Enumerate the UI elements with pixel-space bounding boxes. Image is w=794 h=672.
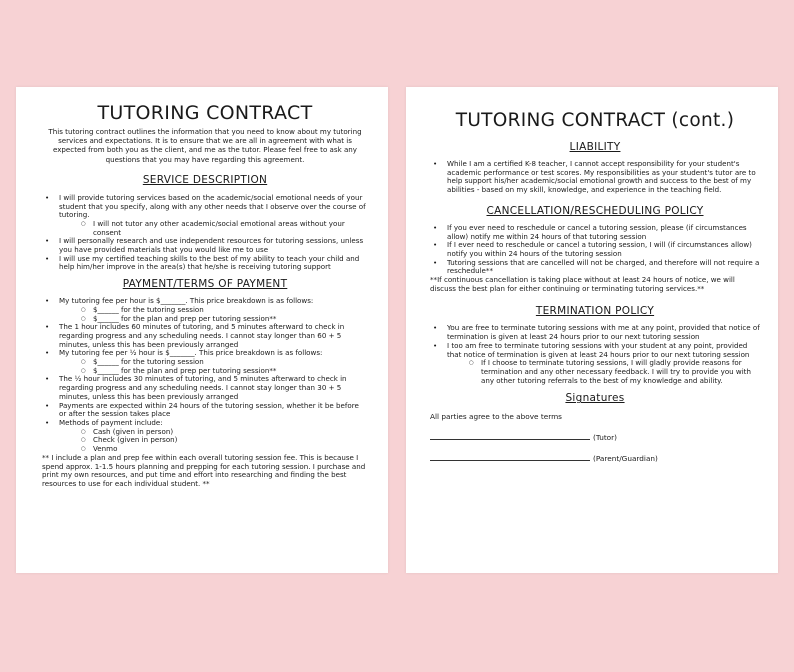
list-item: • The 1 hour includes 60 minutes of tutoring, and 5 minutes afterward to check in regarding progress and any scheduling needs. I cannot stay longer than 60 + 5 minutes, unless this has been previously arranged [42,323,368,349]
tutor-signature-line [430,432,760,442]
list-item: ○ $______ for the plan and prep per tutoring session** [81,367,368,376]
contract-page-2 [406,87,778,573]
signatures-heading: Signatures [565,392,625,405]
list-item: • I will provide tutoring services based on the academic/social emotional needs of your student that you specify, along with any other needs that I observe over the course of tutoring. ○ I will not tutor any other academic/social emotional areas without your consent [42,194,368,238]
list-item: ○ $______ for the tutoring session [81,306,368,315]
list-item: • Methods of payment include: ○ Cash (given in person) ○ Check (given in person) ○ Venmo [42,419,368,454]
parent-signature-line [430,453,760,463]
parent-label: (Parent/Guardian) [593,454,658,464]
payment-list [42,297,368,454]
list-item: ○ $______ for the tutoring session [81,358,368,367]
list-item: ○ I will not tutor any other academic/social emotional areas without your consent [81,220,368,237]
list-item: ○ $______ for the plan and prep per tutoring session** [81,315,368,324]
termination-list [430,324,760,385]
cancellation-list [430,224,760,276]
list-item: • Tutoring sessions that are cancelled will not be charged, and therefore will not require a reschedule** [430,259,760,276]
page-title: TUTORING CONTRACT (cont.) [455,110,735,131]
list-item: • My tutoring fee per hour is $_______. This price breakdown is as follows: ○ $______ for the tutoring session ○ $______ for the plan and prep per tutoring session** [42,297,368,323]
list-item: ○ Venmo [81,445,368,454]
intro-paragraph: This tutoring contract outlines the information that you need to know about my tutoring services and expectations. It is to ensure that we are all in agreement with what is expected from both you as the client, and me as the tutor. Please feel free to ask any questions that you may have regarding this agreement. [48,127,362,164]
contract-page-1 [16,87,388,573]
tutor-label: (Tutor) [593,433,617,443]
list-item: • You are free to terminate tutoring sessions with me at any point, provided that notice of termination is given at least 24 hours prior to our next tutoring session [430,324,760,341]
cancellation-heading: CANCELLATION/RESCHEDULING POLICY [486,204,704,217]
list-item: • The ½ hour includes 30 minutes of tutoring, and 5 minutes afterward to check in regarding progress and any scheduling needs. I cannot stay longer than 30 + 5 minutes, unless this has been previously arranged [42,375,368,401]
cancellation-footnote: **If continuous cancellation is taking place without at least 24 hours of notice, we will discuss the best plan for either continuing or terminating tutoring services.** [430,275,735,293]
list-item: • I will use my certified teaching skills to the best of my ability to teach your child and help him/her improve in the area(s) that he/she is receiving tutoring support [42,255,368,272]
list-item: ○ Cash (given in person) [81,428,368,437]
list-item: ○ If I choose to terminate tutoring sessions, I will gladly provide reasons for termination and any other necessary feedback. I will try to provide you with any other tutoring referrals to the best of my knowledge and ability. [469,359,760,385]
liability-list [430,160,760,195]
agreement-note: All parties agree to the above terms [430,412,562,422]
list-item: • I too am free to terminate tutoring sessions with your student at any point, provided that notice of termination is given at least 24 hours prior to our next tutoring session ○ If I choose to terminate tutoring sessions, I will gladly provide reasons for termination and any other necessary feedback. I will try to provide you with any other tutoring referrals to the best of my knowledge and ability. [430,342,760,386]
list-item: • My tutoring fee per ½ hour is $_______. This price breakdown is as follows: ○ $______ for the tutoring session ○ $______ for the plan and prep per tutoring session** [42,349,368,375]
list-item: • I will personally research and use independent resources for tutoring sessions, unless you have provided materials that you would like me to use [42,237,368,254]
list-item: • Payments are expected within 24 hours of the tutoring session, whether it be before or after the session takes place [42,402,368,419]
signature-rule [430,453,590,461]
signature-rule [430,432,590,440]
list-item: ○ Check (given in person) [81,436,368,445]
liability-heading: LIABILITY [569,141,621,153]
list-item: • If I ever need to reschedule or cancel a tutoring session, I will (if circumstances allow) notify you within 24 hours of the tutoring session [430,241,760,258]
list-item: • While I am a certified K-8 teacher, I cannot accept responsibility for your student's academic performance or test scores. My responsibilities as your student's tutor are to help support his/her academic/social emotional growth and success to the best of my abilities - based on my skill, knowledge, and experience in the teaching field. [430,160,760,195]
page-title: TUTORING CONTRACT [97,102,313,124]
termination-heading: TERMINATION POLICY [535,305,655,318]
service-list [42,194,368,272]
service-description-heading: SERVICE DESCRIPTION [142,173,268,186]
list-item: • If you ever need to reschedule or cancel a tutoring session, please (if circumstances allow) notify me within 24 hours of that tutoring session [430,224,760,241]
payment-heading: PAYMENT/TERMS OF PAYMENT [122,278,288,291]
plan-prep-footnote: ** I include a plan and prep fee within each overall tutoring session fee. This is because I spend approx. 1-1.5 hours planning and prepping for each tutoring session. I purchase and print my own resources, and put time and effort into researching and finding the best resources to use for each individual student. ** [42,452,366,488]
